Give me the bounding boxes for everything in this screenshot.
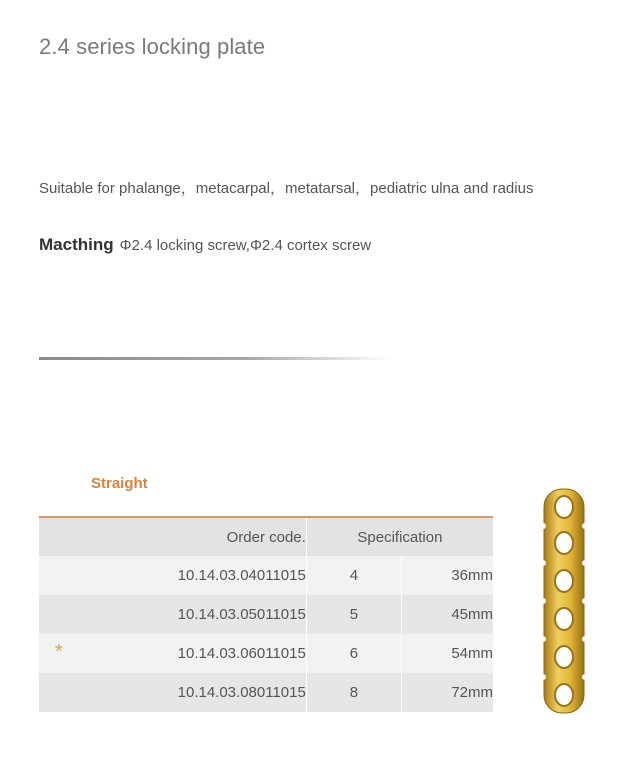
indications-text: Suitable for phalange，metacarpal，metatarsal，pediatric ulna and radius: [39, 180, 534, 197]
hole-count: 6: [306, 634, 401, 673]
order-code-cell: [39, 595, 306, 634]
locking-plate-icon: [536, 485, 592, 717]
order-code: 10.14.03.08011015: [177, 684, 306, 701]
hole-count: 4: [306, 556, 401, 595]
plate-length: 45mm: [401, 595, 493, 634]
header-order-code: Order code.: [39, 517, 306, 556]
hole-count: 8: [306, 673, 401, 712]
table-row: [39, 673, 493, 712]
spec-table: [39, 516, 493, 712]
plate-type-label: Straight: [91, 475, 148, 492]
page-title: 2.4 series locking plate: [39, 34, 266, 59]
table-header-row: [39, 517, 493, 556]
plate-length: 72mm: [401, 673, 493, 712]
table-row: [39, 556, 493, 595]
plate-length: 54mm: [401, 634, 493, 673]
order-code: 10.14.03.05011015: [177, 606, 306, 623]
matching-label: Macthing: [39, 235, 114, 254]
matching-text: Φ2.4 locking screw,Φ2.4 cortex screw: [119, 237, 372, 254]
section-divider: [39, 357, 391, 360]
matching-screws: [39, 235, 371, 255]
order-code-cell: [39, 634, 306, 673]
table-row: [39, 595, 493, 634]
table-row: [39, 634, 493, 673]
order-code: 10.14.03.04011015: [177, 567, 306, 584]
hole-count: 5: [306, 595, 401, 634]
header-specification: Specification: [306, 517, 493, 556]
order-code-cell: [39, 673, 306, 712]
plate-length: 36mm: [401, 556, 493, 595]
order-code: 10.14.03.06011015: [177, 645, 306, 662]
star-icon: *: [55, 641, 63, 663]
order-code-cell: [39, 556, 306, 595]
